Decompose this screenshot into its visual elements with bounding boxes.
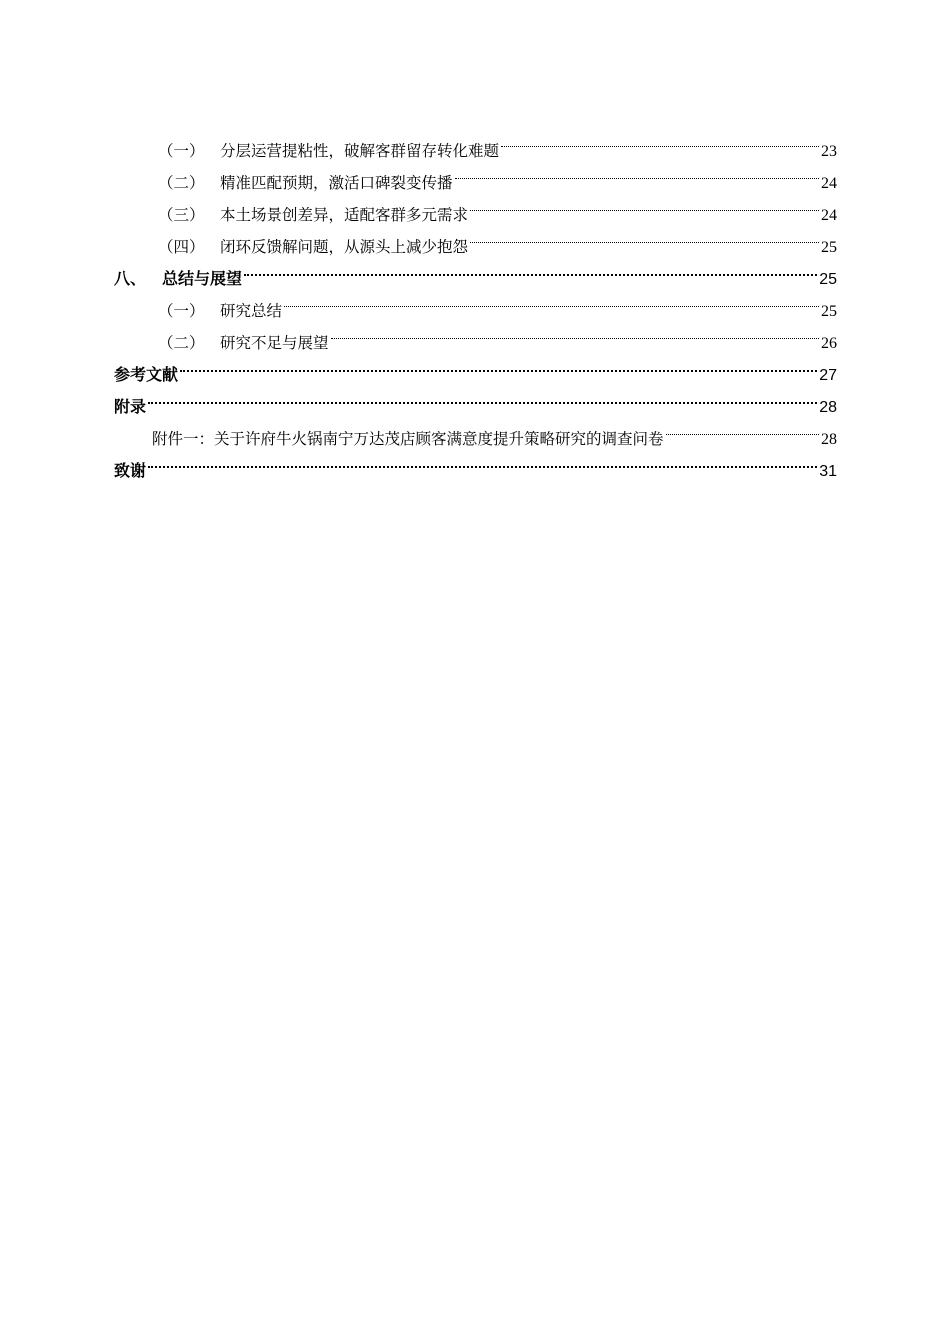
toc-chapter-entry[interactable]	[114, 348, 837, 384]
dot-leader	[666, 412, 819, 444]
toc-entry-number: （一）	[158, 302, 205, 320]
toc-entry-title: 研究不足与展望	[220, 334, 329, 352]
dot-leader	[180, 348, 817, 380]
toc-entry-title: 精准匹配预期，激活口碑裂变传播	[220, 174, 453, 192]
toc-chapter-number: 八、	[114, 269, 147, 288]
dot-leader	[470, 188, 819, 220]
toc-chapter-page: 28	[819, 399, 837, 416]
toc-entry-page: 23	[821, 143, 837, 160]
dot-leader	[284, 284, 819, 316]
toc-entry-page: 25	[821, 303, 837, 320]
dot-leader	[148, 380, 817, 412]
table-of-contents	[114, 124, 837, 480]
toc-chapter-page: 31	[819, 463, 837, 480]
toc-entry-page: 25	[821, 239, 837, 256]
toc-chapter-title: 致谢	[114, 461, 147, 480]
toc-entry-title: 附件一：关于许府牛火锅南宁万达茂店顾客满意度提升策略研究的调查问卷	[152, 430, 664, 448]
toc-chapter-page: 25	[819, 271, 837, 288]
toc-entry-page: 26	[821, 335, 837, 352]
toc-entry-number: （二）	[158, 174, 205, 192]
dot-leader	[244, 252, 817, 284]
toc-chapter-title: 总结与展望	[162, 269, 243, 288]
toc-chapter-title: 附录	[114, 397, 147, 416]
dot-leader	[470, 220, 819, 252]
toc-entry-number: （二）	[158, 334, 205, 352]
toc-entry-title: 分层运营提粘性，破解客群留存转化难题	[220, 142, 500, 160]
toc-entry-page: 24	[821, 207, 837, 224]
toc-entry-number: （一）	[158, 142, 205, 160]
toc-chapter-entry[interactable]	[114, 380, 837, 416]
dot-leader	[455, 156, 819, 188]
toc-entry-title: 本土场景创差异，适配客群多元需求	[220, 206, 469, 224]
toc-entry-number: （四）	[158, 238, 205, 256]
dot-leader	[148, 444, 817, 476]
toc-entry-page: 24	[821, 175, 837, 192]
toc-chapter-entry[interactable]	[114, 444, 837, 480]
toc-entry-title: 闭环反馈解问题，从源头上减少抱怨	[220, 238, 469, 256]
toc-entry-page: 28	[821, 431, 837, 448]
toc-entry[interactable]	[114, 412, 837, 448]
toc-chapter-page: 27	[819, 367, 837, 384]
dot-leader	[501, 124, 819, 156]
toc-chapter-title: 参考文献	[114, 365, 179, 384]
toc-entry[interactable]	[114, 124, 837, 160]
toc-entry-title: 研究总结	[220, 302, 283, 320]
dot-leader	[331, 316, 819, 348]
toc-entry-number: （三）	[158, 206, 205, 224]
